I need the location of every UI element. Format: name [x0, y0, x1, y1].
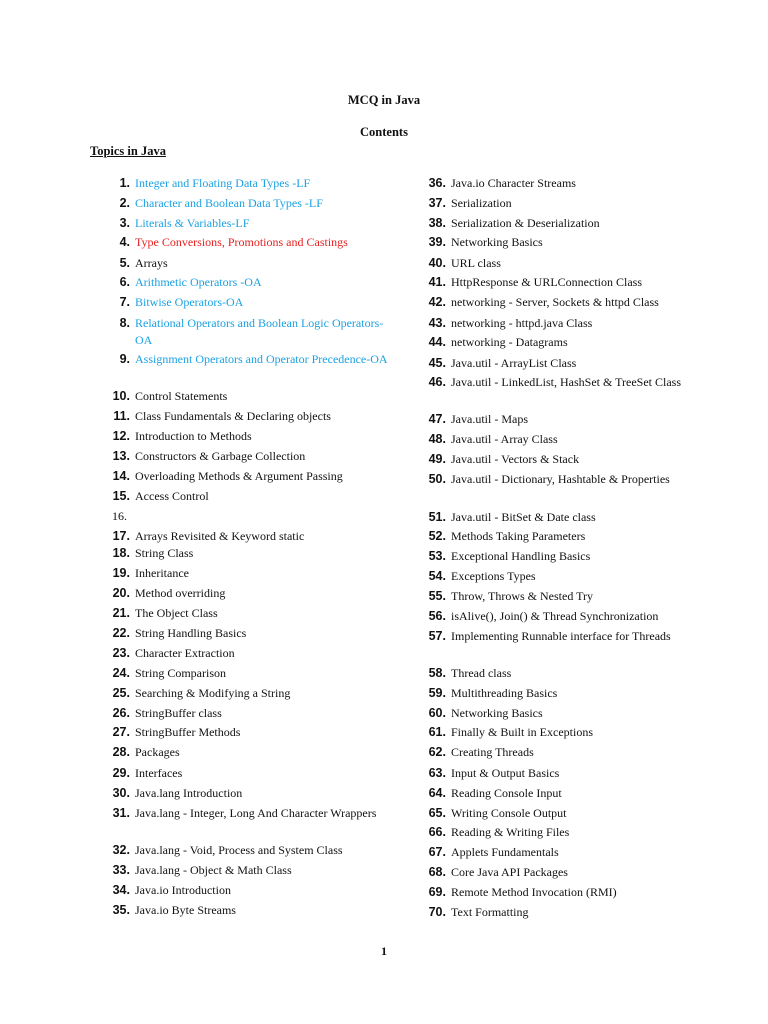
toc-item-label: Java.lang - Integer, Long And Character Wrappers	[135, 806, 377, 820]
toc-item-label: The Object Class	[135, 606, 218, 620]
topics-heading: Topics in Java	[90, 144, 166, 158]
toc-item-label: Reading & Writing Files	[451, 825, 570, 839]
toc-item-label: Java.util - Dictionary, Hashtable & Properties	[451, 472, 670, 486]
toc-item-label[interactable]: Arithmetic Operators -OA	[135, 275, 262, 289]
toc-item-label: Creating Threads	[451, 745, 534, 759]
toc-item-number: 17.	[112, 529, 130, 543]
toc-item-number: 35.	[112, 903, 130, 917]
toc-item-label: Packages	[135, 745, 180, 759]
toc-item-number: 66.	[428, 825, 446, 839]
toc-item-number: 34.	[112, 883, 130, 897]
toc-item-label: Java.util - Array Class	[451, 432, 558, 446]
toc-item-label: HttpResponse & URLConnection Class	[451, 275, 642, 289]
toc-item-label[interactable]: Bitwise Operators-OA	[135, 295, 244, 309]
toc-item-number: 13.	[112, 449, 130, 463]
toc-item-label: isAlive(), Join() & Thread Synchronization	[451, 609, 659, 623]
toc-item-number: 50.	[428, 472, 446, 486]
toc-item-number: 6.	[119, 275, 130, 289]
toc-item-label: StringBuffer Methods	[135, 725, 241, 739]
toc-item-label: Implementing Runnable interface for Threads	[451, 629, 671, 643]
toc-item-number: 56.	[428, 609, 446, 623]
toc-item-label: Networking Basics	[451, 235, 543, 249]
toc-item-label: Java.util - Vectors & Stack	[451, 452, 580, 466]
toc-item-number: 52.	[428, 529, 446, 543]
toc-item-label: networking - httpd.java Class	[451, 316, 593, 330]
toc-item-number: 10.	[112, 389, 130, 403]
toc-item-number: 31.	[112, 806, 130, 820]
toc-item-number: 9.	[119, 352, 130, 366]
toc-item-number: 69.	[428, 885, 446, 899]
toc-item-label: Class Fundamentals & Declaring objects	[135, 409, 331, 423]
toc-item-label: Exceptions Types	[451, 569, 536, 583]
toc-item-number: 65.	[428, 806, 446, 820]
toc-item-label: Arrays	[135, 256, 168, 270]
toc-item-label[interactable]: Integer and Floating Data Types -LF	[135, 176, 311, 190]
toc-item-number: 22.	[112, 626, 130, 640]
toc-item-number: 27.	[112, 725, 130, 739]
toc-item-label: Method overriding	[135, 586, 226, 600]
toc-item-number: 7.	[119, 295, 130, 309]
toc-item-number: 21.	[112, 606, 130, 620]
toc-item-label: Type Conversions, Promotions and Castings	[135, 235, 348, 249]
toc-item-number: 37.	[428, 196, 446, 210]
toc-item-number: 1.	[119, 176, 130, 190]
toc-item-number: 54.	[428, 569, 446, 583]
toc-item-number: 45.	[428, 356, 446, 370]
toc-item-label: Searching & Modifying a String	[135, 686, 291, 700]
toc-item-number: 2.	[119, 196, 130, 210]
toc-item-label: String Comparison	[135, 666, 227, 680]
toc-item-label: Thread class	[451, 666, 512, 680]
toc-item-label: Java.io Introduction	[135, 883, 231, 897]
toc-item-number: 59.	[428, 686, 446, 700]
toc-item-label: Java.util - LinkedList, HashSet & TreeSet Class	[451, 375, 681, 389]
toc-item-number: 28.	[112, 745, 130, 759]
toc-item-label: Serialization	[451, 196, 512, 210]
toc-item-number: 53.	[428, 549, 446, 563]
toc-item-number: 57.	[428, 629, 446, 643]
toc-item-number: 39.	[428, 235, 446, 249]
toc-item-label: Java.lang - Void, Process and System Class	[135, 843, 343, 857]
toc-item-label: Finally & Built in Exceptions	[451, 725, 593, 739]
toc-item-number: 38.	[428, 216, 446, 230]
toc-item-label: Java.lang Introduction	[135, 786, 243, 800]
toc-item-label: Introduction to Methods	[135, 429, 252, 443]
toc-item-number: 18.	[112, 546, 130, 560]
toc-item-label: Constructors & Garbage Collection	[135, 449, 306, 463]
toc-item-number: 26.	[112, 706, 130, 720]
toc-item-number: 41.	[428, 275, 446, 289]
toc-item-number: 36.	[428, 176, 446, 190]
contents-heading: Contents	[360, 125, 408, 139]
toc-item-label: Java.io Character Streams	[451, 176, 576, 190]
toc-item-number: 33.	[112, 863, 130, 877]
toc-item-number: 15.	[112, 489, 130, 503]
toc-item-label: Inheritance	[135, 566, 189, 580]
toc-item-label: Methods Taking Parameters	[451, 529, 586, 543]
toc-item-number: 23.	[112, 646, 130, 660]
toc-item-number: 46.	[428, 375, 446, 389]
toc-item-label: Java.lang - Object & Math Class	[135, 863, 292, 877]
toc-item-label[interactable]: Character and Boolean Data Types -LF	[135, 196, 323, 210]
toc-item-number: 12.	[112, 429, 130, 443]
toc-item-label: Control Statements	[135, 389, 228, 403]
toc-item-number: 43.	[428, 316, 446, 330]
toc-item-number: 4.	[119, 235, 130, 249]
toc-item-number: 44.	[428, 335, 446, 349]
toc-item-label: Java.util - Maps	[451, 412, 528, 426]
toc-item-label: Networking Basics	[451, 706, 543, 720]
toc-item-label: Overloading Methods & Argument Passing	[135, 469, 343, 483]
toc-item-number: 70.	[428, 905, 446, 919]
toc-item-label: Writing Console Output	[451, 806, 567, 820]
toc-item-label: Core Java API Packages	[451, 865, 568, 879]
toc-item-label: Java.util - BitSet & Date class	[451, 510, 596, 524]
toc-item-label[interactable]: Assignment Operators and Operator Precedence-OA	[135, 352, 388, 366]
toc-item-label: Text Formatting	[451, 905, 529, 919]
toc-item-number: 11.	[113, 409, 130, 423]
toc-item-label: networking - Datagrams	[451, 335, 568, 349]
toc-item-number: 55.	[428, 589, 446, 603]
toc-item-label: Reading Console Input	[451, 786, 562, 800]
toc-item-number: 68.	[428, 865, 446, 879]
toc-item-number: 47.	[428, 412, 446, 426]
toc-item-label: String Class	[135, 546, 194, 560]
toc-item-number: 63.	[428, 766, 446, 780]
toc-item-label: Interfaces	[135, 766, 183, 780]
toc-item-label: Throw, Throws & Nested Try	[451, 589, 594, 603]
toc-item-label: Applets Fundamentals	[451, 845, 559, 859]
toc-item-number: 42.	[428, 295, 446, 309]
toc-item-number: 58.	[428, 666, 446, 680]
toc-item-number: 49.	[428, 452, 446, 466]
toc-item-label: Exceptional Handling Basics	[451, 549, 591, 563]
toc-item-number: 5.	[119, 256, 130, 270]
toc-item-number: 67.	[428, 845, 446, 859]
toc-item-number: 8.	[119, 316, 130, 330]
toc-item-label: Java.io Byte Streams	[135, 903, 236, 917]
toc-item-label: networking - Server, Sockets & httpd Class	[451, 295, 659, 309]
toc-item-number: 40.	[428, 256, 446, 270]
toc-item-number: 16.	[112, 509, 127, 523]
toc-item-number: 62.	[428, 745, 446, 759]
toc-item-label: Input & Output Basics	[451, 766, 560, 780]
toc-item-label: Access Control	[135, 489, 209, 503]
toc-item-number: 64.	[428, 786, 446, 800]
toc-item-label: Serialization & Deserialization	[451, 216, 600, 230]
toc-item-number: 48.	[428, 432, 446, 446]
toc-item-label: String Handling Basics	[135, 626, 247, 640]
toc-item-number: 32.	[112, 843, 130, 857]
toc-item-number: 51.	[428, 510, 446, 524]
toc-item-number: 25.	[112, 686, 130, 700]
toc-item-number: 14.	[112, 469, 130, 483]
document-title: MCQ in Java	[347, 93, 421, 107]
toc-item-number: 60.	[428, 706, 446, 720]
toc-item-label: Arrays Revisited & Keyword static	[135, 529, 305, 543]
toc-item-number: 3.	[119, 216, 130, 230]
toc-item-number: 61.	[428, 725, 446, 739]
toc-item-number: 20.	[112, 586, 130, 600]
toc-item-label: Character Extraction	[135, 646, 235, 660]
toc-item-label: Remote Method Invocation (RMI)	[451, 885, 617, 899]
toc-item-label[interactable]: Relational Operators and Boolean Logic Operators-OA	[135, 316, 384, 347]
toc-item-number: 29.	[112, 766, 130, 780]
toc-item-label: Multithreading Basics	[451, 686, 558, 700]
toc-item-number: 24.	[112, 666, 130, 680]
toc-item-number: 19.	[112, 566, 130, 580]
toc-item-number: 30.	[112, 786, 130, 800]
toc-item-label[interactable]: Literals & Variables-LF	[135, 216, 250, 230]
page-number: 1	[381, 944, 387, 958]
toc-item-label: URL class	[451, 256, 501, 270]
toc-item-label: Java.util - ArrayList Class	[451, 356, 577, 370]
toc-item-label: StringBuffer class	[135, 706, 222, 720]
